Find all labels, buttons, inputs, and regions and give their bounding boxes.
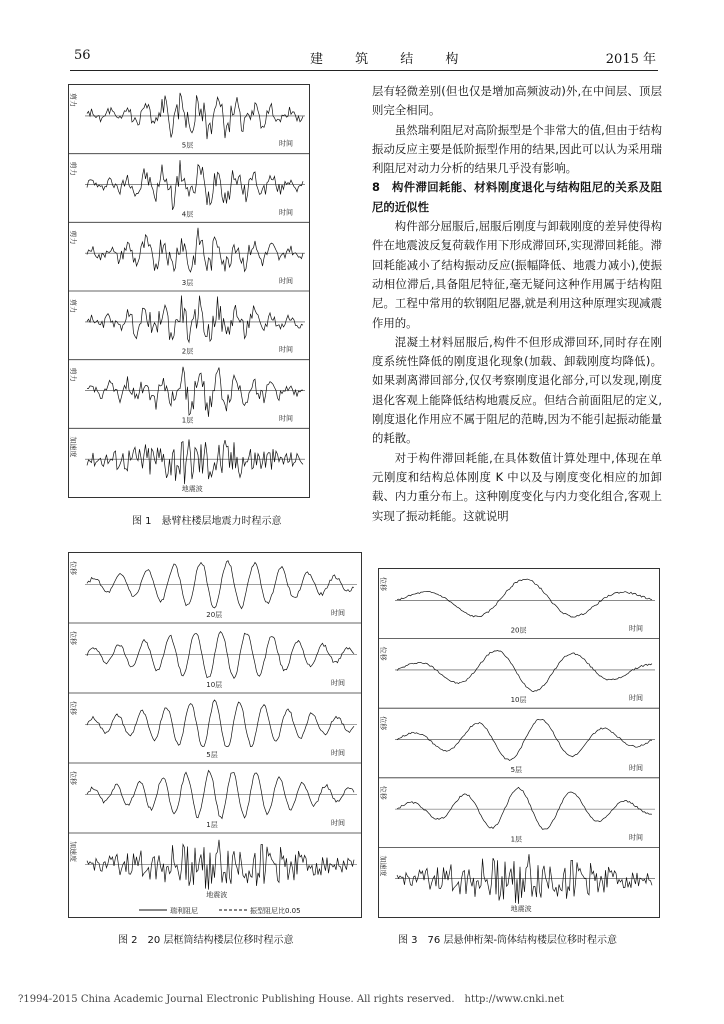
- panel-ylabel: 位移: [69, 631, 77, 645]
- panel-ylabel: 加速度: [379, 855, 387, 877]
- panel-xlabel: 时间: [279, 208, 293, 217]
- panel-ylabel: 位移: [69, 701, 77, 715]
- panel-ylabel: 剪力: [69, 230, 77, 245]
- figure-2-caption: 图 2 20 层框筒结构楼层位移时程示意: [118, 935, 294, 946]
- figure-3-plot: [379, 569, 659, 917]
- waveform-line: [397, 719, 652, 760]
- panel-xlabel: 时间: [279, 139, 293, 148]
- page-number: 56: [74, 48, 91, 63]
- figure-2-plot: [69, 553, 361, 917]
- panel-floor-label: 1层: [510, 835, 523, 844]
- panel-ylabel: 位移: [379, 646, 387, 661]
- panel-floor-label: 5层: [181, 141, 194, 150]
- figure-3: [378, 568, 660, 918]
- panel-xlabel: 时间: [331, 819, 345, 827]
- panel-floor-label: 1层: [181, 416, 194, 425]
- panel-floor-label: 2层: [181, 347, 194, 356]
- waveform-line: [87, 367, 303, 417]
- figure-1-plot: [69, 85, 309, 497]
- waveform-line: [397, 854, 652, 904]
- figure-1-caption: 图 1 悬臂柱楼层地震力时程示意: [132, 516, 282, 527]
- waveform-line: [87, 160, 303, 210]
- panel-floor-label: 1层: [206, 821, 218, 829]
- panel-ylabel: 剪力: [69, 367, 77, 382]
- panel-ylabel: 剪力: [69, 93, 77, 107]
- paragraph-continued: 层有轻微差别(但也仅是增加高频波动)外,在中间层、顶层则完全相同。: [372, 84, 662, 118]
- panel-floor-label: 地震波: [206, 891, 228, 899]
- waveform-line: [87, 632, 354, 679]
- journal-title: 建 筑 结 构: [310, 52, 473, 67]
- waveform-line: [397, 651, 652, 692]
- panel-ylabel: 位移: [379, 577, 387, 591]
- waveform-line: [87, 439, 303, 484]
- waveform-line: [397, 787, 652, 829]
- page-header: [70, 44, 658, 71]
- section-heading: 8 构件滞回耗能、材料刚度退化与结构阻尼的关系及阻尼的近似性: [372, 180, 662, 214]
- panel-floor-label: 20层: [510, 626, 527, 635]
- panel-ylabel: 加速度: [69, 841, 77, 862]
- panel-floor-label: 10层: [510, 696, 527, 705]
- figure-3-caption: 图 3 76 层悬伸桁架-筒体结构楼层位移时程示意: [398, 935, 618, 946]
- panel-xlabel: 时间: [629, 624, 643, 633]
- legend-label: 振型阻尼比0.05: [250, 907, 301, 915]
- panel-xlabel: 时间: [331, 749, 345, 757]
- panel-xlabel: 时间: [331, 679, 345, 687]
- panel-xlabel: 时间: [629, 694, 643, 703]
- waveform-line: [87, 700, 354, 747]
- body-text-column: [372, 82, 662, 526]
- panel-xlabel: 时间: [279, 414, 293, 423]
- figure-2: [68, 552, 362, 918]
- panel-ylabel: 剪力: [69, 299, 77, 313]
- panel-floor-label: 5层: [510, 765, 523, 774]
- panel-xlabel: 时间: [629, 833, 643, 842]
- panel-ylabel: 位移: [69, 771, 77, 785]
- waveform-line: [87, 228, 303, 272]
- figure-1: [68, 84, 310, 498]
- panel-floor-label: 3层: [181, 279, 194, 287]
- panel-floor-label: 地震波: [181, 485, 203, 493]
- panel-ylabel: 位移: [379, 716, 387, 731]
- panel-xlabel: 时间: [279, 277, 293, 285]
- panel-xlabel: 时间: [331, 609, 345, 617]
- panel-floor-label: 10层: [206, 681, 223, 689]
- waveform-line: [87, 296, 303, 343]
- panel-xlabel: 时间: [279, 345, 293, 354]
- waveform-line: [397, 579, 652, 617]
- panel-ylabel: 加速度: [69, 436, 77, 458]
- journal-year: 2015 年: [605, 52, 656, 67]
- panel-floor-label: 5层: [206, 751, 218, 759]
- panel-ylabel: 位移: [379, 785, 387, 800]
- panel-ylabel: 剪力: [69, 161, 77, 176]
- panel-floor-label: 4层: [181, 210, 194, 219]
- paragraph: 混凝土材料屈服后,构件不但形成滞回环,同时存在刚度系统性降低的刚度退化现象(加载、卸载刚度均降低)。如果剥离滞回部分,仅仅考察刚度退化部分,可以发现,刚度退化客观上能降低结构地震反应。但结合前面阻尼的定义,刚度退化作用应不属于阻尼的范畴,因为不能引起振动能量的耗散。: [372, 334, 662, 446]
- panel-floor-label: 地震波: [510, 905, 532, 913]
- footer-copyright: ?1994-2015 China Academic Journal Electronic Publishing House. All rights reserved. http://www.cnki.net: [18, 994, 565, 1005]
- panel-xlabel: 时间: [629, 763, 643, 772]
- paragraph: 对于构件滞回耗能,在具体数值计算处理中,体现在单元刚度和结构总体刚度 K 中以及与刚度变化相应的加卸载、内力重分布上。这种刚度变化与内力变化组合,客观上实现了振动耗能。这就说明: [372, 450, 662, 523]
- panel-ylabel: 位移: [69, 561, 77, 575]
- legend-label: 瑞利阻尼: [170, 907, 198, 915]
- paragraph: 构件部分屈服后,屈服后刚度与卸载刚度的差异使得构件在地震波反复荷载作用下形成滞回环,实现滞回耗能。滞回耗能减小了结构振动反应(振幅降低、地震力减小),使振动相位滞后,具备阻尼特征,毫无疑问这种作用属于结构阻尼。工程中常用的软钢阻尼器,就是利用这种原理实现减震作用的。: [372, 219, 662, 330]
- paragraph: 虽然瑞利阻尼对高阶振型是个非常大的值,但由于结构振动反应主要是低阶振型作用的结果,因此可以认为采用瑞利阻尼对动力分析的结果几乎没有影响。: [372, 122, 662, 176]
- panel-floor-label: 20层: [206, 611, 223, 619]
